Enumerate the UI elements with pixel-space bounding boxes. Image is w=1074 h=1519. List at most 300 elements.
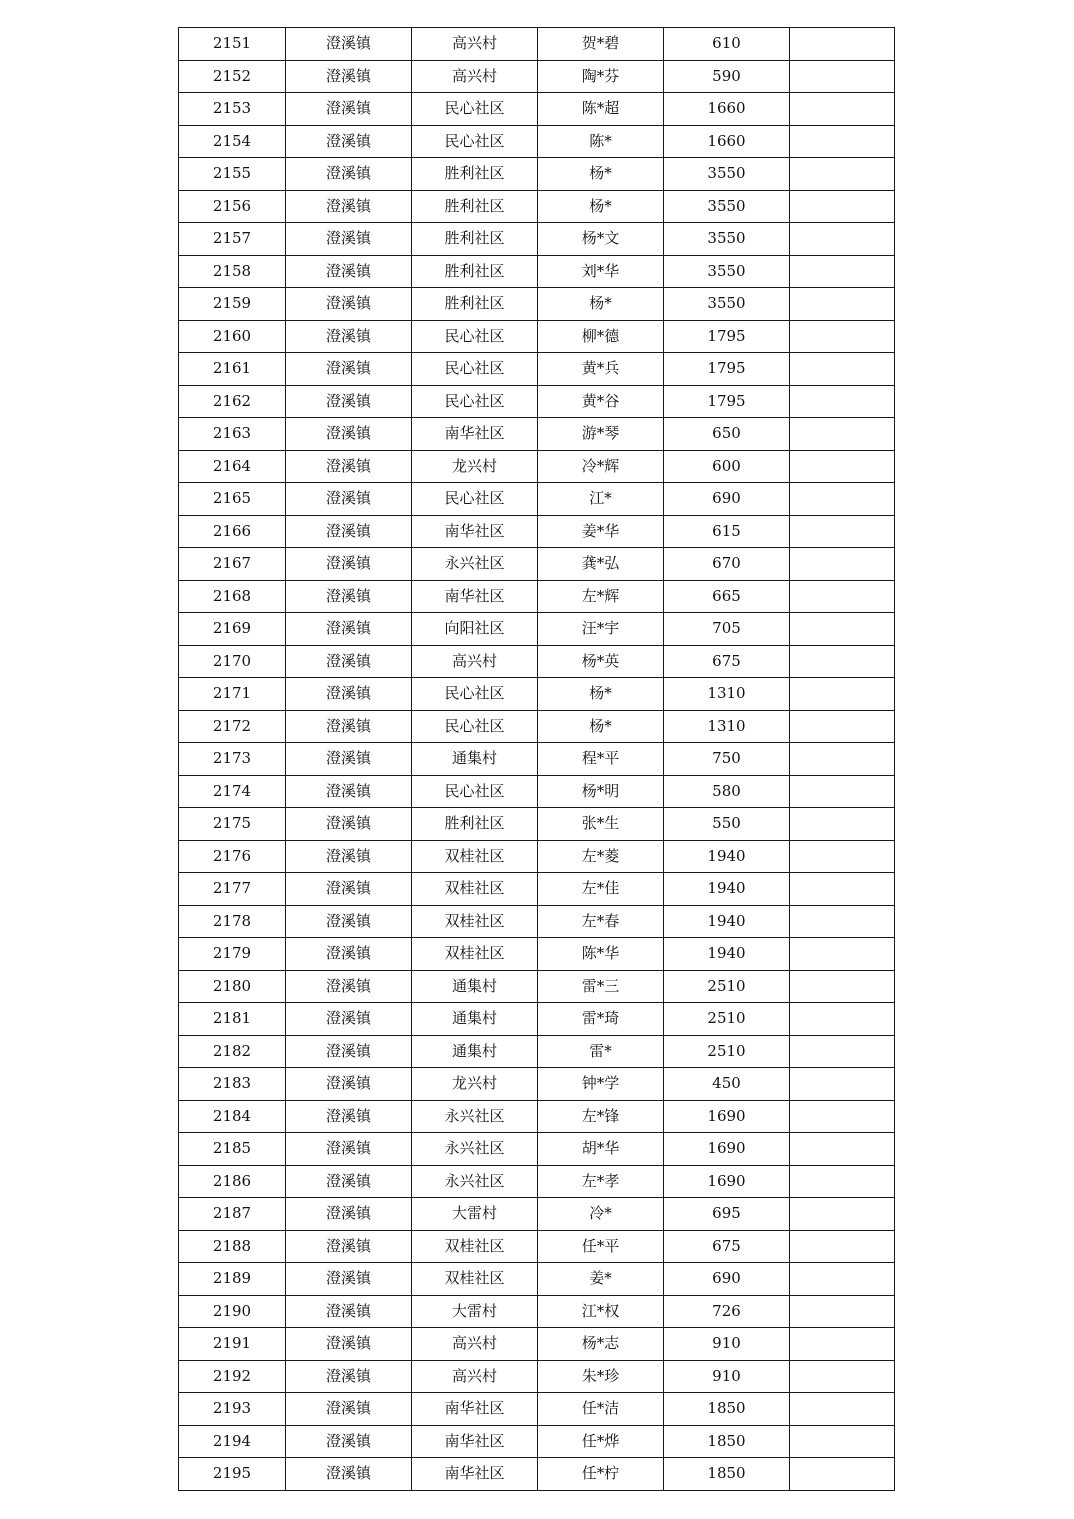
note-cell [790, 125, 895, 158]
seq-cell: 2156 [179, 190, 286, 223]
name-cell: 陶*芬 [538, 60, 664, 93]
name-cell: 左*春 [538, 905, 664, 938]
seq-cell: 2189 [179, 1263, 286, 1296]
amount-cell: 600 [664, 450, 790, 483]
seq-cell: 2165 [179, 483, 286, 516]
amount-cell: 3550 [664, 158, 790, 191]
note-cell [790, 450, 895, 483]
town-cell: 澄溪镇 [286, 1230, 412, 1263]
name-cell: 杨* [538, 710, 664, 743]
amount-cell: 1850 [664, 1393, 790, 1426]
village-cell: 大雷村 [412, 1198, 538, 1231]
note-cell [790, 255, 895, 288]
town-cell: 澄溪镇 [286, 548, 412, 581]
note-cell [790, 320, 895, 353]
table-row [179, 385, 895, 418]
village-cell: 民心社区 [412, 353, 538, 386]
seq-cell: 2154 [179, 125, 286, 158]
table-row [179, 93, 895, 126]
table-row [179, 1360, 895, 1393]
note-cell [790, 1393, 895, 1426]
table-row [179, 1100, 895, 1133]
village-cell: 通集村 [412, 743, 538, 776]
village-cell: 高兴村 [412, 28, 538, 61]
note-cell [790, 223, 895, 256]
amount-cell: 705 [664, 613, 790, 646]
town-cell: 澄溪镇 [286, 450, 412, 483]
name-cell: 刘*华 [538, 255, 664, 288]
village-cell: 民心社区 [412, 710, 538, 743]
village-cell: 永兴社区 [412, 1100, 538, 1133]
note-cell [790, 613, 895, 646]
amount-cell: 1850 [664, 1458, 790, 1491]
amount-cell: 3550 [664, 288, 790, 321]
table-row [179, 515, 895, 548]
note-cell [790, 190, 895, 223]
village-cell: 永兴社区 [412, 1165, 538, 1198]
table-row [179, 320, 895, 353]
amount-cell: 590 [664, 60, 790, 93]
name-cell: 杨* [538, 190, 664, 223]
town-cell: 澄溪镇 [286, 483, 412, 516]
seq-cell: 2168 [179, 580, 286, 613]
seq-cell: 2173 [179, 743, 286, 776]
seq-cell: 2159 [179, 288, 286, 321]
town-cell: 澄溪镇 [286, 1263, 412, 1296]
village-cell: 双桂社区 [412, 938, 538, 971]
name-cell: 陈*华 [538, 938, 664, 971]
amount-cell: 450 [664, 1068, 790, 1101]
note-cell [790, 1263, 895, 1296]
note-cell [790, 158, 895, 191]
note-cell [790, 743, 895, 776]
amount-cell: 1660 [664, 125, 790, 158]
amount-cell: 1310 [664, 710, 790, 743]
table-row [179, 678, 895, 711]
amount-cell: 3550 [664, 223, 790, 256]
name-cell: 冷* [538, 1198, 664, 1231]
town-cell: 澄溪镇 [286, 288, 412, 321]
name-cell: 张*生 [538, 808, 664, 841]
town-cell: 澄溪镇 [286, 645, 412, 678]
village-cell: 双桂社区 [412, 1263, 538, 1296]
town-cell: 澄溪镇 [286, 60, 412, 93]
name-cell: 任*柠 [538, 1458, 664, 1491]
note-cell [790, 840, 895, 873]
town-cell: 澄溪镇 [286, 255, 412, 288]
note-cell [790, 970, 895, 1003]
seq-cell: 2183 [179, 1068, 286, 1101]
name-cell: 江* [538, 483, 664, 516]
table-row [179, 613, 895, 646]
table-row [179, 743, 895, 776]
seq-cell: 2152 [179, 60, 286, 93]
name-cell: 龚*弘 [538, 548, 664, 581]
amount-cell: 1850 [664, 1425, 790, 1458]
note-cell [790, 1295, 895, 1328]
note-cell [790, 1230, 895, 1263]
village-cell: 高兴村 [412, 1360, 538, 1393]
town-cell: 澄溪镇 [286, 580, 412, 613]
seq-cell: 2175 [179, 808, 286, 841]
seq-cell: 2192 [179, 1360, 286, 1393]
town-cell: 澄溪镇 [286, 1328, 412, 1361]
amount-cell: 675 [664, 1230, 790, 1263]
amount-cell: 615 [664, 515, 790, 548]
town-cell: 澄溪镇 [286, 93, 412, 126]
amount-cell: 2510 [664, 1003, 790, 1036]
village-cell: 民心社区 [412, 775, 538, 808]
note-cell [790, 1068, 895, 1101]
village-cell: 永兴社区 [412, 548, 538, 581]
table-row [179, 60, 895, 93]
seq-cell: 2177 [179, 873, 286, 906]
amount-cell: 690 [664, 483, 790, 516]
village-cell: 胜利社区 [412, 255, 538, 288]
village-cell: 民心社区 [412, 93, 538, 126]
note-cell [790, 775, 895, 808]
amount-cell: 750 [664, 743, 790, 776]
note-cell [790, 645, 895, 678]
name-cell: 杨*文 [538, 223, 664, 256]
village-cell: 大雷村 [412, 1295, 538, 1328]
village-cell: 民心社区 [412, 385, 538, 418]
seq-cell: 2164 [179, 450, 286, 483]
amount-cell: 3550 [664, 255, 790, 288]
table-row [179, 1035, 895, 1068]
name-cell: 雷*三 [538, 970, 664, 1003]
town-cell: 澄溪镇 [286, 515, 412, 548]
table-row [179, 775, 895, 808]
table-row [179, 483, 895, 516]
village-cell: 通集村 [412, 1035, 538, 1068]
table-row [179, 1393, 895, 1426]
table-row [179, 158, 895, 191]
name-cell: 杨*志 [538, 1328, 664, 1361]
table-row [179, 1068, 895, 1101]
name-cell: 杨*明 [538, 775, 664, 808]
name-cell: 左*锋 [538, 1100, 664, 1133]
note-cell [790, 808, 895, 841]
village-cell: 通集村 [412, 1003, 538, 1036]
table-row [179, 1263, 895, 1296]
amount-cell: 695 [664, 1198, 790, 1231]
village-cell: 龙兴村 [412, 1068, 538, 1101]
seq-cell: 2194 [179, 1425, 286, 1458]
name-cell: 杨* [538, 158, 664, 191]
village-cell: 胜利社区 [412, 223, 538, 256]
seq-cell: 2187 [179, 1198, 286, 1231]
village-cell: 双桂社区 [412, 840, 538, 873]
table-row [179, 710, 895, 743]
seq-cell: 2181 [179, 1003, 286, 1036]
table-row [179, 905, 895, 938]
table-row [179, 255, 895, 288]
town-cell: 澄溪镇 [286, 190, 412, 223]
table-row [179, 840, 895, 873]
note-cell [790, 385, 895, 418]
table-row [179, 1328, 895, 1361]
table-row [179, 873, 895, 906]
note-cell [790, 1165, 895, 1198]
note-cell [790, 1198, 895, 1231]
table-row [179, 28, 895, 61]
name-cell: 黄*谷 [538, 385, 664, 418]
seq-cell: 2174 [179, 775, 286, 808]
note-cell [790, 1360, 895, 1393]
note-cell [790, 1100, 895, 1133]
amount-cell: 1940 [664, 873, 790, 906]
seq-cell: 2160 [179, 320, 286, 353]
name-cell: 左*菱 [538, 840, 664, 873]
amount-cell: 665 [664, 580, 790, 613]
village-cell: 永兴社区 [412, 1133, 538, 1166]
seq-cell: 2153 [179, 93, 286, 126]
village-cell: 双桂社区 [412, 1230, 538, 1263]
town-cell: 澄溪镇 [286, 775, 412, 808]
name-cell: 朱*珍 [538, 1360, 664, 1393]
seq-cell: 2178 [179, 905, 286, 938]
amount-cell: 610 [664, 28, 790, 61]
seq-cell: 2161 [179, 353, 286, 386]
note-cell [790, 905, 895, 938]
table-row [179, 1133, 895, 1166]
table-row [179, 353, 895, 386]
village-cell: 通集村 [412, 970, 538, 1003]
town-cell: 澄溪镇 [286, 28, 412, 61]
town-cell: 澄溪镇 [286, 1360, 412, 1393]
town-cell: 澄溪镇 [286, 353, 412, 386]
village-cell: 高兴村 [412, 60, 538, 93]
seq-cell: 2170 [179, 645, 286, 678]
note-cell [790, 515, 895, 548]
seq-cell: 2158 [179, 255, 286, 288]
table-row [179, 418, 895, 451]
village-cell: 高兴村 [412, 1328, 538, 1361]
seq-cell: 2155 [179, 158, 286, 191]
town-cell: 澄溪镇 [286, 1133, 412, 1166]
name-cell: 雷*琦 [538, 1003, 664, 1036]
village-cell: 民心社区 [412, 320, 538, 353]
town-cell: 澄溪镇 [286, 158, 412, 191]
note-cell [790, 938, 895, 971]
amount-cell: 550 [664, 808, 790, 841]
name-cell: 黄*兵 [538, 353, 664, 386]
village-cell: 南华社区 [412, 1425, 538, 1458]
name-cell: 陈* [538, 125, 664, 158]
amount-cell: 726 [664, 1295, 790, 1328]
village-cell: 高兴村 [412, 645, 538, 678]
village-cell: 南华社区 [412, 1458, 538, 1491]
name-cell: 雷* [538, 1035, 664, 1068]
seq-cell: 2195 [179, 1458, 286, 1491]
amount-cell: 1940 [664, 938, 790, 971]
village-cell: 胜利社区 [412, 158, 538, 191]
amount-cell: 910 [664, 1360, 790, 1393]
seq-cell: 2171 [179, 678, 286, 711]
note-cell [790, 483, 895, 516]
amount-cell: 1690 [664, 1100, 790, 1133]
town-cell: 澄溪镇 [286, 1068, 412, 1101]
seq-cell: 2172 [179, 710, 286, 743]
seq-cell: 2188 [179, 1230, 286, 1263]
seq-cell: 2185 [179, 1133, 286, 1166]
amount-cell: 1690 [664, 1133, 790, 1166]
village-cell: 双桂社区 [412, 873, 538, 906]
seq-cell: 2184 [179, 1100, 286, 1133]
town-cell: 澄溪镇 [286, 1295, 412, 1328]
town-cell: 澄溪镇 [286, 1165, 412, 1198]
name-cell: 任*洁 [538, 1393, 664, 1426]
town-cell: 澄溪镇 [286, 1458, 412, 1491]
town-cell: 澄溪镇 [286, 1425, 412, 1458]
table-row [179, 223, 895, 256]
seq-cell: 2182 [179, 1035, 286, 1068]
name-cell: 杨* [538, 288, 664, 321]
town-cell: 澄溪镇 [286, 418, 412, 451]
name-cell: 柳*德 [538, 320, 664, 353]
note-cell [790, 678, 895, 711]
table-row [179, 125, 895, 158]
note-cell [790, 28, 895, 61]
table-body [179, 28, 895, 1491]
name-cell: 任*烨 [538, 1425, 664, 1458]
amount-cell: 2510 [664, 970, 790, 1003]
table-row [179, 1230, 895, 1263]
name-cell: 冷*辉 [538, 450, 664, 483]
village-cell: 南华社区 [412, 418, 538, 451]
town-cell: 澄溪镇 [286, 1198, 412, 1231]
village-cell: 民心社区 [412, 483, 538, 516]
town-cell: 澄溪镇 [286, 905, 412, 938]
note-cell [790, 60, 895, 93]
seq-cell: 2186 [179, 1165, 286, 1198]
town-cell: 澄溪镇 [286, 873, 412, 906]
table-row [179, 288, 895, 321]
amount-cell: 2510 [664, 1035, 790, 1068]
name-cell: 汪*宇 [538, 613, 664, 646]
seq-cell: 2163 [179, 418, 286, 451]
village-cell: 双桂社区 [412, 905, 538, 938]
town-cell: 澄溪镇 [286, 678, 412, 711]
seq-cell: 2151 [179, 28, 286, 61]
name-cell: 游*琴 [538, 418, 664, 451]
amount-cell: 1940 [664, 840, 790, 873]
table-row [179, 1003, 895, 1036]
amount-cell: 1795 [664, 353, 790, 386]
name-cell: 姜* [538, 1263, 664, 1296]
seq-cell: 2162 [179, 385, 286, 418]
table-row [179, 808, 895, 841]
name-cell: 任*平 [538, 1230, 664, 1263]
note-cell [790, 548, 895, 581]
note-cell [790, 1003, 895, 1036]
note-cell [790, 1425, 895, 1458]
table-row [179, 970, 895, 1003]
seq-cell: 2190 [179, 1295, 286, 1328]
village-cell: 胜利社区 [412, 288, 538, 321]
seq-cell: 2191 [179, 1328, 286, 1361]
seq-cell: 2180 [179, 970, 286, 1003]
table-row [179, 1198, 895, 1231]
amount-cell: 650 [664, 418, 790, 451]
town-cell: 澄溪镇 [286, 743, 412, 776]
note-cell [790, 353, 895, 386]
name-cell: 姜*华 [538, 515, 664, 548]
seq-cell: 2157 [179, 223, 286, 256]
name-cell: 左*佳 [538, 873, 664, 906]
town-cell: 澄溪镇 [286, 320, 412, 353]
town-cell: 澄溪镇 [286, 970, 412, 1003]
village-cell: 民心社区 [412, 125, 538, 158]
seq-cell: 2169 [179, 613, 286, 646]
note-cell [790, 580, 895, 613]
town-cell: 澄溪镇 [286, 938, 412, 971]
village-cell: 龙兴村 [412, 450, 538, 483]
table-row [179, 1458, 895, 1491]
name-cell: 贺*碧 [538, 28, 664, 61]
town-cell: 澄溪镇 [286, 840, 412, 873]
name-cell: 钟*学 [538, 1068, 664, 1101]
town-cell: 澄溪镇 [286, 223, 412, 256]
table-row [179, 190, 895, 223]
amount-cell: 675 [664, 645, 790, 678]
data-table [178, 27, 895, 1491]
note-cell [790, 1133, 895, 1166]
name-cell: 江*权 [538, 1295, 664, 1328]
note-cell [790, 873, 895, 906]
village-cell: 向阳社区 [412, 613, 538, 646]
village-cell: 南华社区 [412, 515, 538, 548]
village-cell: 胜利社区 [412, 808, 538, 841]
town-cell: 澄溪镇 [286, 1100, 412, 1133]
seq-cell: 2193 [179, 1393, 286, 1426]
name-cell: 左*孝 [538, 1165, 664, 1198]
amount-cell: 690 [664, 1263, 790, 1296]
table-row [179, 1165, 895, 1198]
amount-cell: 580 [664, 775, 790, 808]
amount-cell: 1795 [664, 320, 790, 353]
town-cell: 澄溪镇 [286, 808, 412, 841]
table-row [179, 548, 895, 581]
amount-cell: 1660 [664, 93, 790, 126]
amount-cell: 1795 [664, 385, 790, 418]
table-row [179, 938, 895, 971]
amount-cell: 1690 [664, 1165, 790, 1198]
table-row [179, 450, 895, 483]
town-cell: 澄溪镇 [286, 385, 412, 418]
seq-cell: 2167 [179, 548, 286, 581]
table-row [179, 580, 895, 613]
amount-cell: 670 [664, 548, 790, 581]
note-cell [790, 288, 895, 321]
seq-cell: 2179 [179, 938, 286, 971]
note-cell [790, 418, 895, 451]
table-row [179, 1425, 895, 1458]
name-cell: 杨*英 [538, 645, 664, 678]
village-cell: 南华社区 [412, 580, 538, 613]
name-cell: 程*平 [538, 743, 664, 776]
name-cell: 左*辉 [538, 580, 664, 613]
note-cell [790, 1328, 895, 1361]
note-cell [790, 710, 895, 743]
village-cell: 民心社区 [412, 678, 538, 711]
note-cell [790, 93, 895, 126]
amount-cell: 3550 [664, 190, 790, 223]
town-cell: 澄溪镇 [286, 1035, 412, 1068]
table-row [179, 1295, 895, 1328]
village-cell: 胜利社区 [412, 190, 538, 223]
